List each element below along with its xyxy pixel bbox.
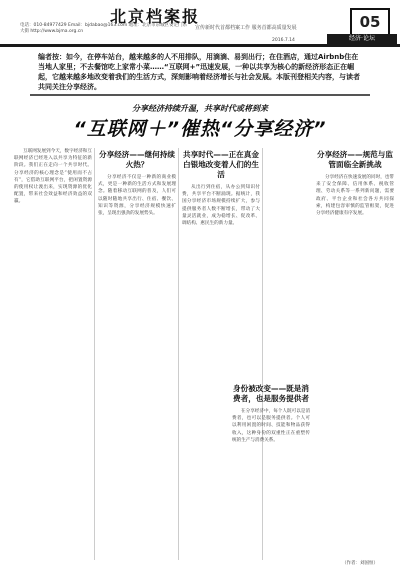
editor-note-label: 编者按： — [38, 53, 66, 61]
article-column-5 — [316, 148, 394, 217]
column-divider — [262, 148, 263, 560]
editor-note — [38, 52, 364, 92]
section-heading: 分享经济——规范与监管面临全新挑战 — [317, 150, 393, 169]
section-heading: 分享经济——继何持续火热？ — [99, 150, 175, 169]
editor-note-text: 如今，在停车站台，越来越多的人不用排队，用滴滴、易到出行；在住酒店，通过Airbnb住在当地人家里；不去餐馆吃上家常小菜……“互联网+”迅速发展，一种以共享为核心的新经济形态正在崛起，它越来越多地改变着我们的生活方式，深刻影响着经济增长与社会发展。本版刊登相关内容，与读者共同关注分享经济。 — [38, 53, 360, 91]
column-divider — [94, 148, 95, 560]
column-divider — [178, 148, 179, 560]
newspaper-title: 北京档案报 — [110, 7, 201, 26]
contact-info: 电话：010-84977429 Email：bjdabao@163.com 地址：北京市东城区安定门东大街 http://www.bjma.org.cn — [20, 23, 188, 34]
article-byline: （作者：刘国恒） — [342, 561, 378, 566]
section-label: 经济·论坛 — [327, 34, 397, 44]
article-column-1 — [14, 148, 92, 206]
page-number: 05 — [350, 8, 390, 36]
article-headline: “互联网＋”催热“分享经济” — [73, 118, 327, 140]
newspaper-slogan: 宣传新时代首都档案工作 服务首都高质量发展 — [195, 25, 297, 31]
column-paragraph: 在分享经济中，每个人既可以是消费者，也可以是服务提供者。个人可以利用闲置的时间、技能和物品获得收入，这种身份的双重性正在重塑传统的生产与消费关系。 — [232, 409, 310, 443]
article-column-4 — [232, 382, 310, 444]
masthead — [0, 0, 400, 47]
issue-date: 2016.7.14 — [272, 38, 295, 43]
article-kicker: 分享经济持续升温，共享时代或将到来 — [132, 103, 268, 113]
article-column-2 — [98, 148, 176, 217]
divider — [30, 94, 370, 96]
article-column-3 — [182, 148, 260, 227]
section-heading: 身份被改变——既是消费者，也是服务提供者 — [233, 384, 309, 403]
column-paragraph: 分享经济在快速发展的同时，也带来了安全保障、信用体系、税收管理、劳动关系等一系列新问题，需要政府、平台企业和社会各方共同探索，构建包容审慎的监管框架，促进分享经济健康有序发展。 — [316, 175, 394, 217]
column-paragraph: 分享经济不仅是一种新的商业模式，更是一种新的生活方式和发展理念。随着移动互联网的普及，人们可以随时随地共享出行、住宿、餐饮、知识等资源，分享经济规模快速扩张，呈现出强劲的发展势头。 — [98, 175, 176, 217]
column-paragraph: 互联网发展到今天，数字经济和互联网经济已经进入以共享为特征的新阶段。我们正在走向一个共享时代。分享经济的核心理念是“使用而不占有”，它借助互联网平台，把闲置资源的使用权让渡出来，实现资源的优化配置，带来社会效益和经济效益的双赢。 — [14, 149, 92, 205]
column-paragraph: 从出行到住宿，从办公到知识付费，共享平台不断涌现。据统计，我国分享经济市场规模持续扩大，参与提供服务者人数不断增长，带动了大量灵活就业，成为稳增长、促改革、调结构、惠民生的新力量。 — [182, 185, 260, 227]
section-heading: 共享时代——正在真金白银地改变着人们的生活 — [183, 150, 259, 179]
